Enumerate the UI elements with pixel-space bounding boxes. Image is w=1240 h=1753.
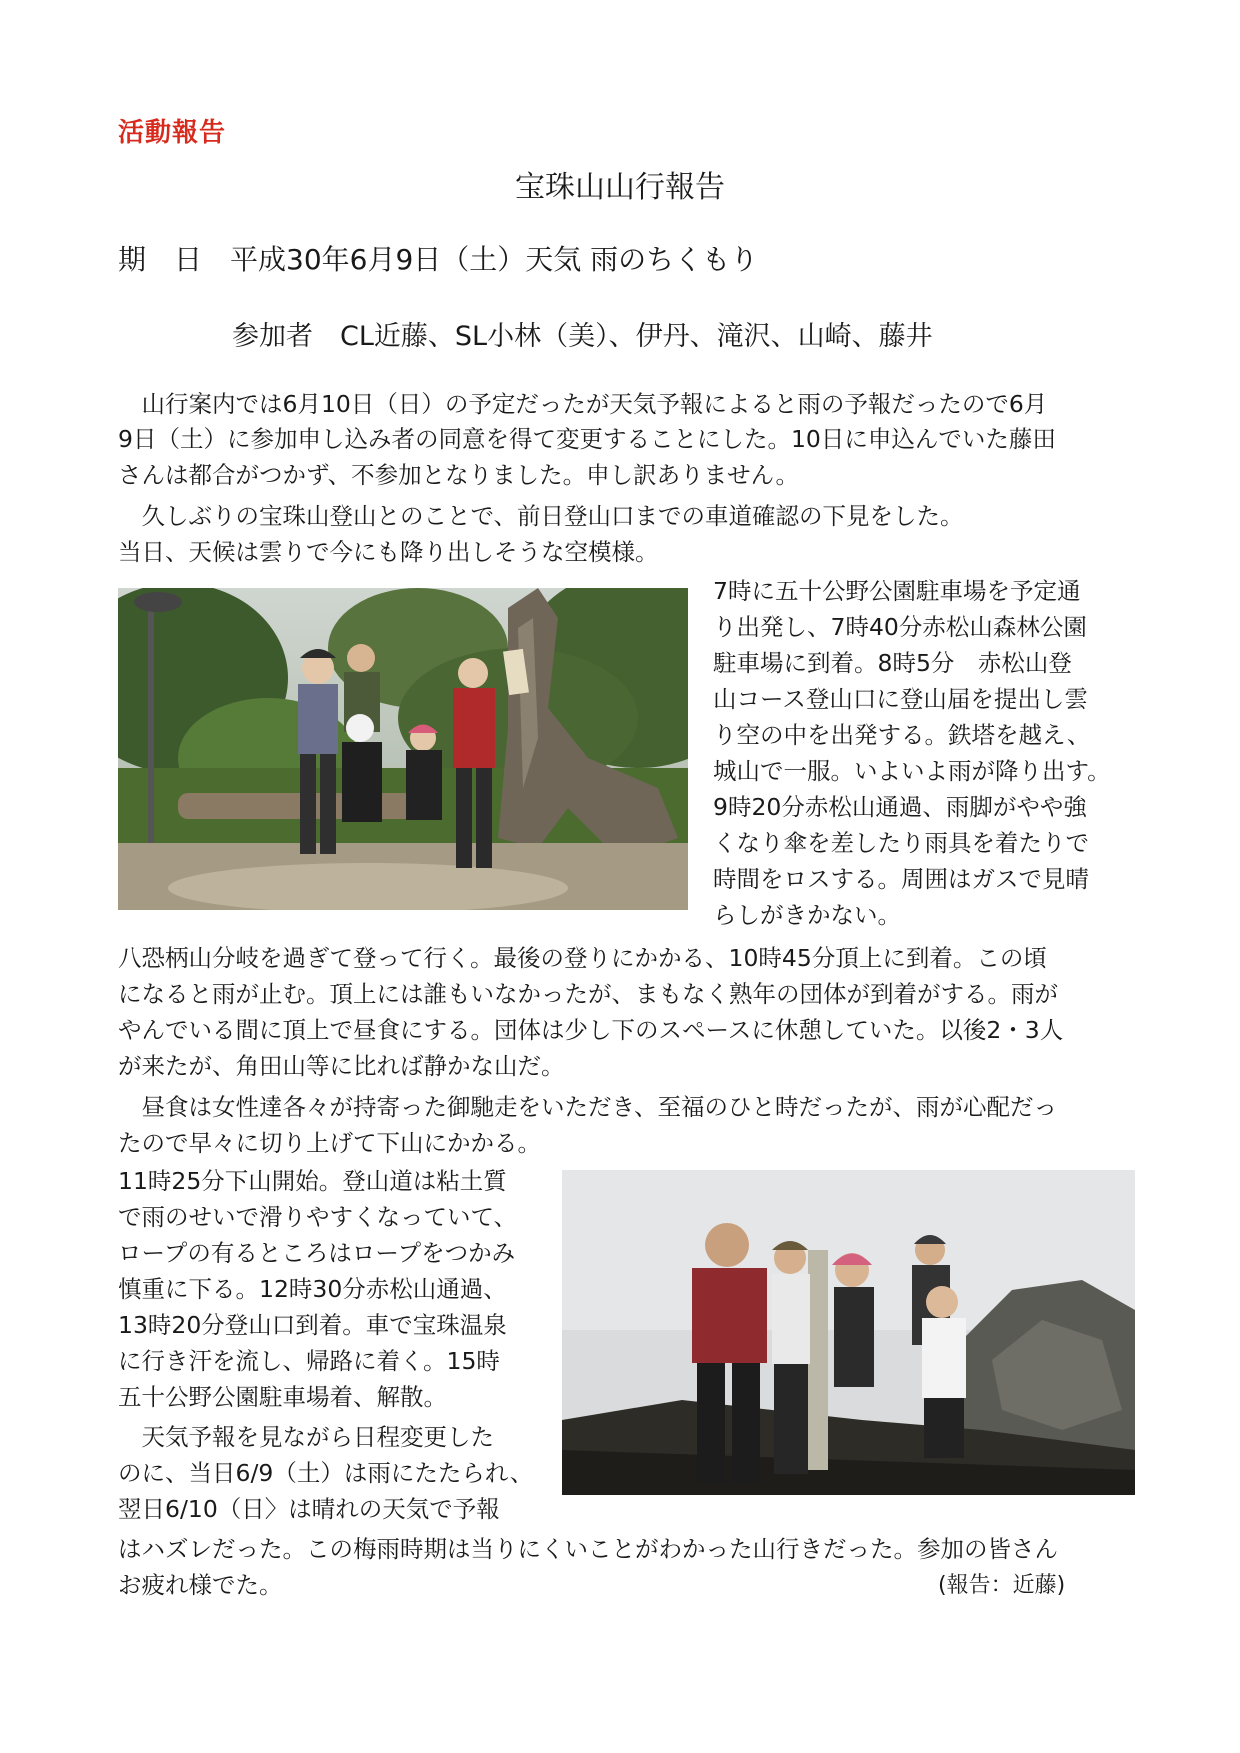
right-col-line: 時間をロスする。周囲はガスで見晴 [713,865,1089,893]
right-col-line: 駐車場に到着。8時5分 赤松山登 [713,649,1072,677]
intro-line: 久しぶりの宝珠山登山とのことで、前日登山口までの車道確認の下見をした。 [118,502,964,530]
right-col-line: 7時に五十公野公園駐車場を予定通 [713,577,1081,605]
right-col-line: り出発し、7時40分赤松山森林公園 [713,613,1087,641]
reporter-credit: (報告：近藤) [938,1573,1066,1598]
body-line: たので早々に切り上げて下山にかかる。 [118,1129,541,1157]
intro-line: 山行案内では6月10日（日）の予定だったが天気予報によると雨の予報だったので6月 [118,390,1048,418]
right-col-line: 9時20分赤松山通過、雨脚がやや強 [713,793,1087,821]
intro-line: 9日（土）に参加申し込み者の同意を得て変更することにした。10日に申込んでいた藤田 [118,425,1056,453]
right-col-line: くなり傘を差したり雨具を着たりで [713,829,1089,857]
left-col-line: で雨のせいで滑りやすくなっていて、 [118,1203,518,1231]
left-col-line: 翌日6/10（日〉は晴れの天気で予報 [118,1495,500,1523]
left-col-line: 慎重に下る。12時30分赤松山通過、 [118,1275,507,1303]
intro-line: さんは都合がつかず、不参加となりました。申し訳ありません。 [118,461,800,489]
right-col-line: 城山で一服。いよいよ雨が降り出す。 [713,757,1111,785]
closing-line: お疲れ様でた。 [118,1571,283,1599]
left-col-line: のに、当日6/9（土）は雨にたたられ、 [118,1459,534,1487]
date-line: 期 日 平成30年6月9日（土）天気 雨のちくもり [118,243,759,276]
body-line: になると雨が止む。頂上には誰もいなかったが、まもなく熟年の団体が到着がする。雨が [118,980,1058,1008]
group-photo-forest [118,588,688,910]
left-col-line: 五十公野公園駐車場着、解散。 [118,1383,447,1411]
right-col-line: 山コース登山口に登山届を提出し雲 [713,685,1088,713]
section-label: 活動報告 [118,118,227,148]
closing-line: はハズレだった。この梅雨時期は当りにくいことがわかった山行きだった。参加の皆さん [118,1535,1058,1563]
left-col-line: 11時25分下山開始。登山道は粘土質 [118,1167,507,1195]
left-col-line: 13時20分登山口到着。車で宝珠温泉 [118,1311,507,1339]
left-col-line: ロープの有るところはロープをつかみ [118,1239,516,1267]
body-line: が来たが、角田山等に比れば静かな山だ。 [118,1052,565,1080]
body-line: 八恐柄山分岐を過ぎて登って行く。最後の登りにかかる、10時45分頂上に到着。この頃 [118,944,1047,972]
body-line: 昼食は女性達各々が持寄った御馳走をいただき、至福のひと時だったが、雨が心配だっ [118,1093,1058,1121]
right-col-line: り空の中を出発する。鉄塔を越え、 [713,721,1091,749]
group-photo-summit [562,1170,1135,1495]
page-title: 宝珠山山行報告 [515,170,725,205]
left-col-line: に行き汗を流し、帰路に着く。15時 [118,1347,500,1375]
members-line: 参加者 CL近藤、SL小林（美）、伊丹、滝沢、山崎、藤井 [232,321,933,352]
body-line: やんでいる間に頂上で昼食にする。団体は少し下のスペースに休憩していた。以後2・3人 [118,1016,1064,1044]
left-col-line: 天気予報を見ながら日程変更した [118,1423,494,1451]
right-col-line: らしがきかない。 [713,901,901,929]
intro-line: 当日、天候は雲りで今にも降り出しそうな空模様。 [118,538,659,566]
